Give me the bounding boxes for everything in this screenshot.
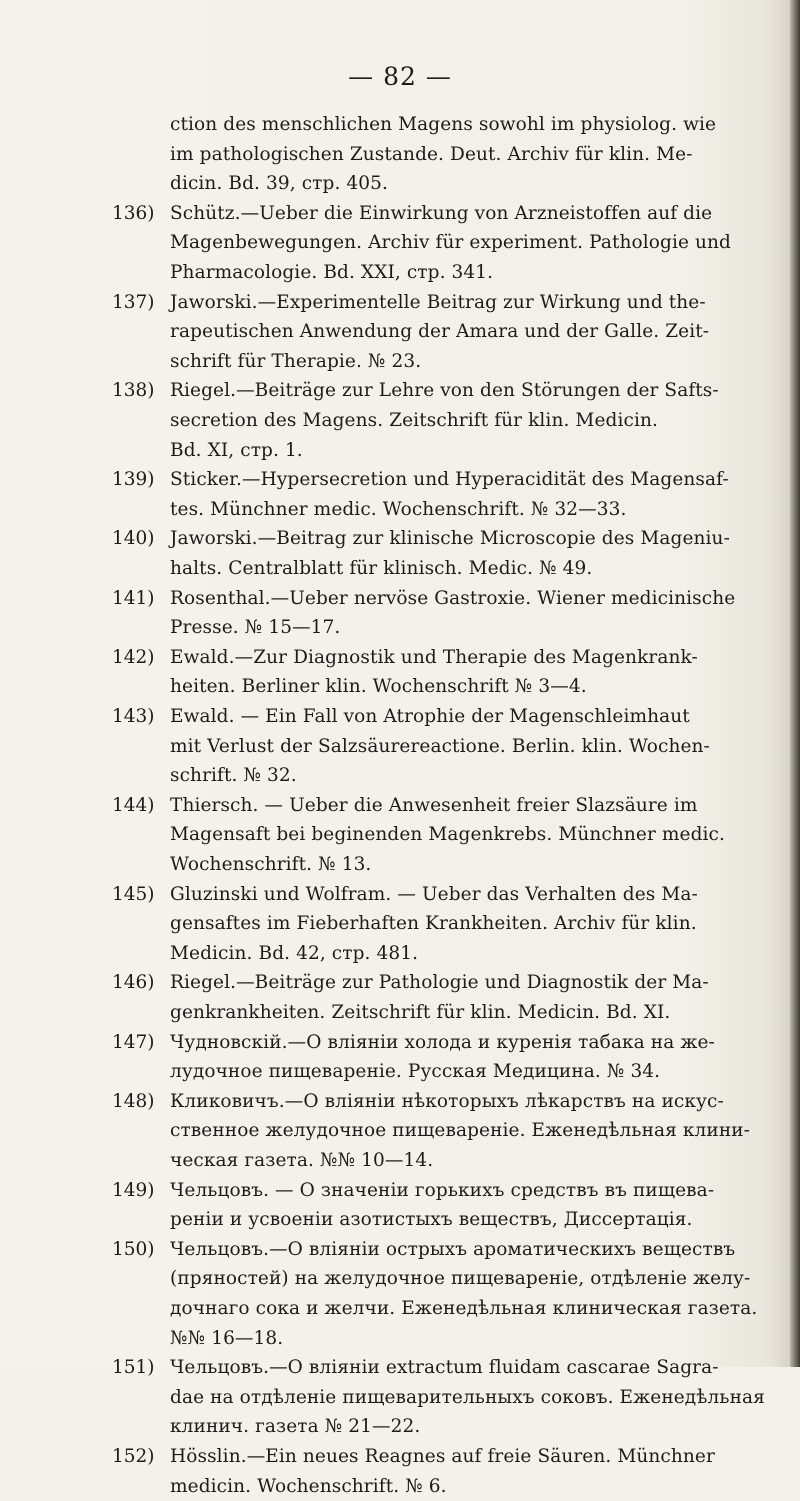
reference-line: Riegel.—Beiträge zur Lehre von den Störungen der Safts- <box>170 380 719 402</box>
reference-line: Presse. № 15—17. <box>170 617 341 639</box>
reference-number: 141) <box>112 587 155 609</box>
reference-line: Riegel.—Beiträge zur Pathologie und Diagnostik der Ma- <box>170 972 709 994</box>
reference-number: 139) <box>112 469 155 491</box>
reference-number: 146) <box>112 972 155 994</box>
reference-line: Sticker.—Hypersecretion und Hyperacidität des Magensaf- <box>170 469 729 491</box>
reference-line: rapeutischen Anwendung der Amara und der Galle. Zeit- <box>170 321 710 343</box>
reference-line: genkrankheiten. Zeitschrift für klin. Medicin. Bd. XI. <box>170 1002 671 1023</box>
reference-line: schrift für Therapie. № 23. <box>170 350 422 372</box>
reference-line: (пряностей) на желудочное пищевареніе, отдѣленіе желу- <box>170 1268 751 1290</box>
reference-number: 147) <box>112 1031 155 1053</box>
reference-line: heiten. Berliner klin. Wochenschrift № 3—4. <box>170 676 587 698</box>
reference-line: Ewald. — Ein Fall von Atrophie der Magenschleimhaut <box>170 706 690 727</box>
reference-line: клинич. газета № 21—22. <box>170 1416 421 1438</box>
reference-number: 144) <box>112 794 155 816</box>
reference-line: дочнаго сока и желчи. Еженедѣльная клиническая газета. <box>170 1298 758 1319</box>
reference-line: Medicin. Bd. 42, стр. 481. <box>170 942 419 964</box>
reference-line: Кликовичъ.—О вліяніи нѣкоторыхъ лѣкарствъ на искус- <box>170 1090 724 1112</box>
reference-number: 142) <box>112 646 155 668</box>
reference-line: medicin. Wochenschrift. № 6. <box>170 1475 447 1497</box>
reference-number: 136) <box>112 202 155 224</box>
reference-line: halts. Centralblatt für klinisch. Medic. № 49. <box>170 558 593 579</box>
reference-number: 145) <box>112 883 155 905</box>
reference-number: 149) <box>112 1179 155 1201</box>
reference-line: Schütz.—Ueber die Einwirkung von Arzneistoffen auf die <box>170 202 713 224</box>
reference-line: tes. Münchner medic. Wochenschrift. № 32—33. <box>170 498 627 520</box>
reference-number: 150) <box>112 1238 155 1260</box>
reference-line: mit Verlust der Salzsäurereactione. Berlin. klin. Wochen- <box>170 735 710 757</box>
reference-line: лудочное пищевареніе. Русская Медицина. № 34. <box>170 1061 661 1083</box>
reference-line: Magenbewegungen. Archiv für experiment. Pathologie und <box>170 232 731 254</box>
reference-line: Чудновскій.—О вліяніи холода и куренія табака на же- <box>170 1031 715 1053</box>
reference-line: Чельцовъ. — О значеніи горькихъ средствъ въ пищева- <box>170 1179 715 1201</box>
reference-number: 151) <box>112 1357 155 1379</box>
reference-line: Thiersch. — Ueber die Anwesenheit freier Slazsäure im <box>170 794 698 816</box>
reference-line: im pathologischen Zustande. Deut. Archiv für klin. Me- <box>170 143 693 165</box>
reference-line: Magensaft bei beginenden Magenkrebs. Münchner medic. <box>170 824 725 846</box>
reference-line: dicin. Bd. 39, стр. 405. <box>170 173 389 195</box>
reference-line: Gluzinski und Wolfram. — Ueber das Verhalten des Ma- <box>170 883 698 905</box>
reference-line: Jaworski.—Beitrag zur klinische Microscopie des Mageniu- <box>170 528 730 550</box>
reference-line: secretion des Magens. Zeitschrift für klin. Medicin. <box>170 410 658 431</box>
reference-line: Jaworski.—Experimentelle Beitrag zur Wirkung und the- <box>170 291 706 313</box>
reference-line: Hösslin.—Ein neues Reagnes auf freie Säuren. Münchner <box>170 1446 715 1467</box>
reference-line: ственное желудочное пищевареніе. Еженедѣльная клини- <box>170 1120 751 1142</box>
page-number: — 82 — <box>348 62 452 91</box>
reference-number: 138) <box>112 380 155 402</box>
reference-line: реніи и усвоеніи азотистыхъ веществъ, Диссертація. <box>170 1209 693 1231</box>
reference-line: dae на отдѣленіе пищеварительныхъ соковъ. Еженедѣльная <box>170 1386 765 1408</box>
reference-number: 137) <box>112 291 155 313</box>
reference-line: gensaftes im Fieberhaften Krankheiten. Archiv für klin. <box>170 913 697 935</box>
reference-line: ction des menschlichen Magens sowohl im physiolog. wie <box>170 114 717 135</box>
reference-line: Wochenschrift. № 13. <box>170 854 372 875</box>
reference-line: Bd. XI, стр. 1. <box>170 439 303 461</box>
reference-number: 143) <box>112 706 155 727</box>
reference-line: Rosenthal.—Ueber nervöse Gastroxie. Wiener medicinische <box>170 587 736 609</box>
reference-line: Чельцовъ.—О вліяніи extractum fluidam cascarae Sagra- <box>170 1357 719 1379</box>
reference-line: Pharmacologie. Bd. XXI, стр. 341. <box>170 262 494 283</box>
reference-number: 140) <box>112 528 155 550</box>
reference-line: ческая газета. №№ 10—14. <box>170 1150 434 1171</box>
reference-line: schrift. № 32. <box>170 765 297 787</box>
reference-line: Чельцовъ.—О вліяніи острыхъ ароматическихъ веществъ <box>170 1238 736 1260</box>
reference-number: 152) <box>112 1446 155 1467</box>
page-edge-shadow <box>790 0 800 1367</box>
reference-number: 148) <box>112 1090 155 1112</box>
reference-line: №№ 16—18. <box>170 1327 284 1349</box>
reference-line: Ewald.—Zur Diagnostik und Therapie des Magenkrank- <box>170 646 698 668</box>
